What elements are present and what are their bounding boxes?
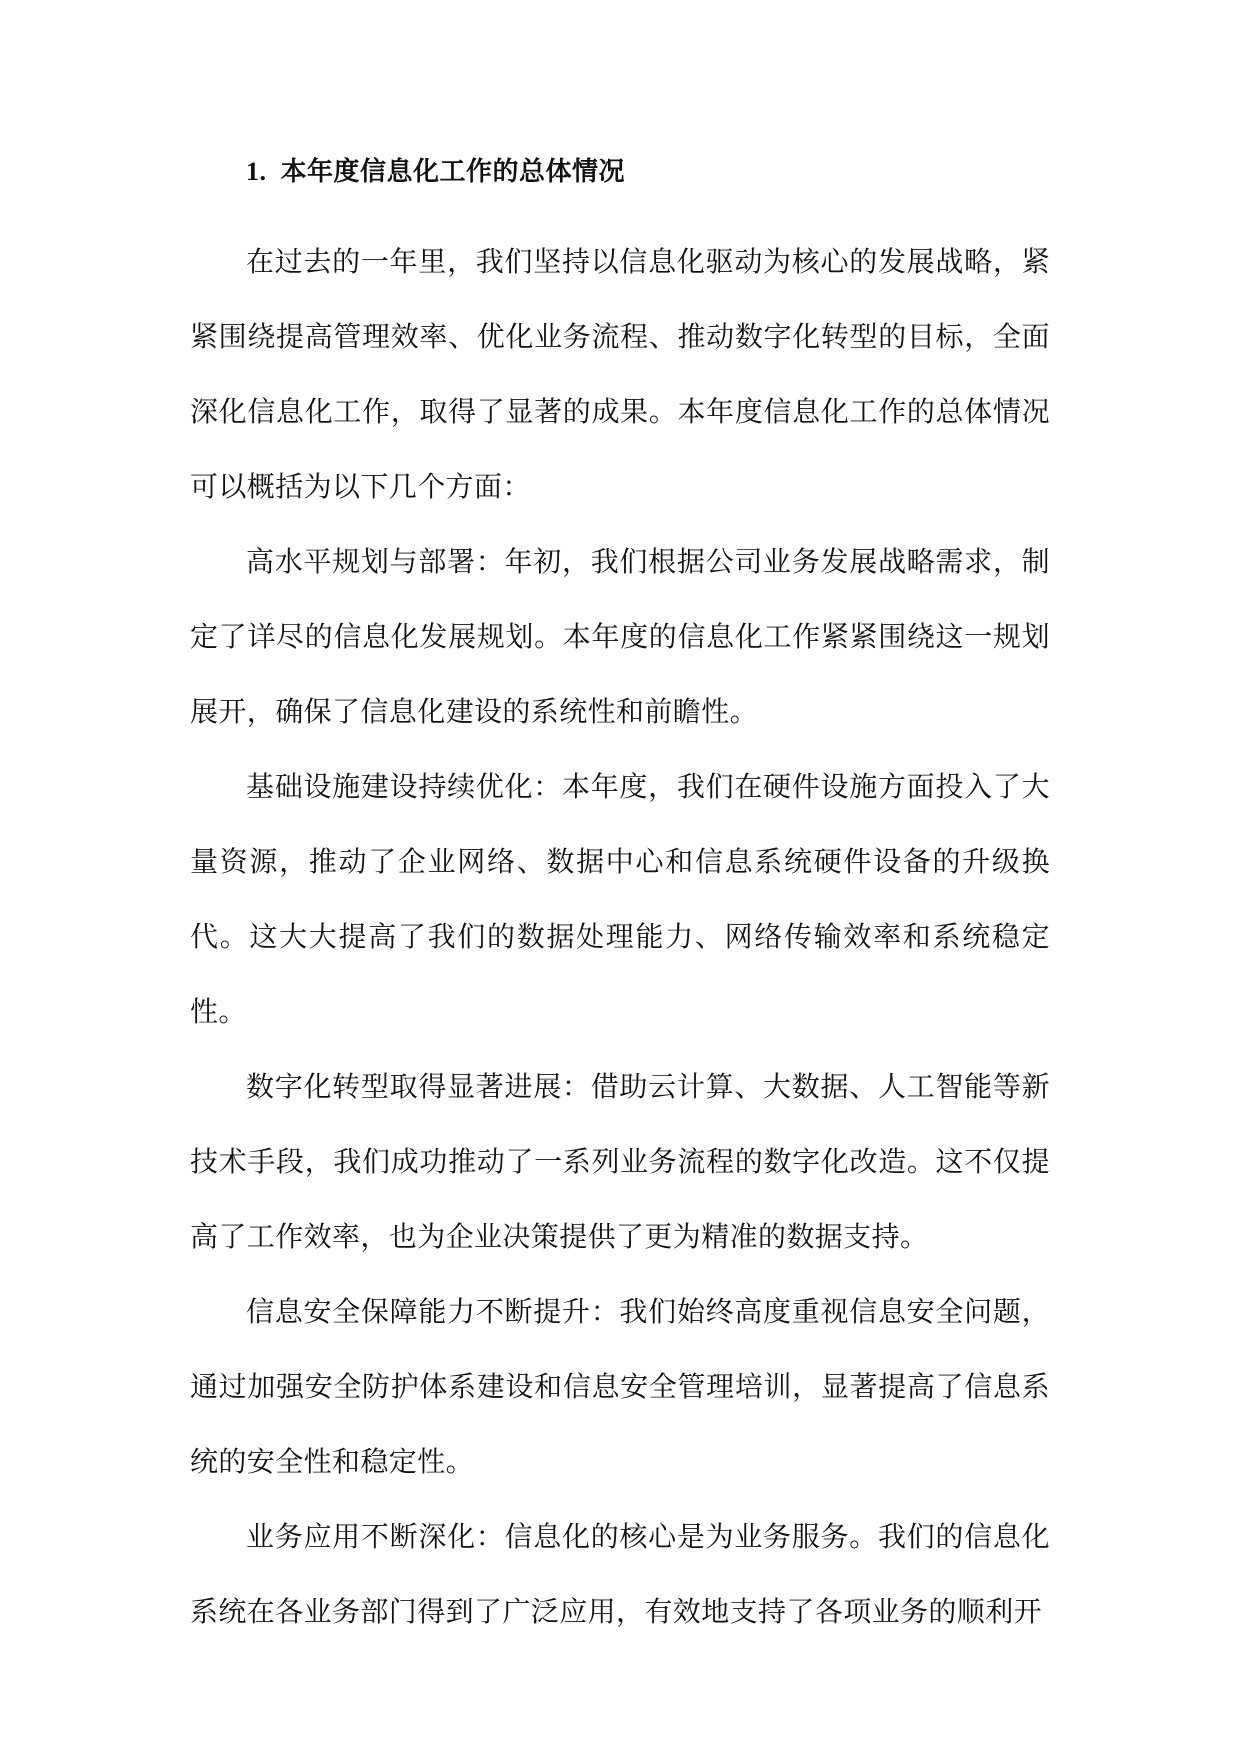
section-heading	[190, 150, 1050, 194]
paragraph-business-applications: 业务应用不断深化：信息化的核心是为业务服务。我们的信息化系统在各业务部门得到了广泛应用，有效地支持了各项业务的顺利开	[190, 1520, 1050, 1628]
paragraph-infrastructure: 基础设施建设持续优化：本年度，我们在硬件设施方面投入了大量资源，推动了企业网络、数据中心和信息系统硬件设备的升级换代。这大大提高了我们的数据处理能力、网络传输效率和系统稳定性。	[190, 770, 1050, 1028]
paragraph-overview: 在过去的一年里，我们坚持以信息化驱动为核心的发展战略，紧紧围绕提高管理效率、优化业务流程、推动数字化转型的目标，全面深化信息化工作，取得了显著的成果。本年度信息化工作的总体情况可以概括为以下几个方面：	[190, 245, 1050, 503]
section-number: 1.	[246, 157, 267, 186]
document-body	[190, 150, 1050, 1649]
paragraph-information-security: 信息安全保障能力不断提升：我们始终高度重视信息安全问题，通过加强安全防护体系建设和信息安全管理培训，显著提高了信息系统的安全性和稳定性。	[190, 1295, 1050, 1478]
paragraph-planning: 高水平规划与部署：年初，我们根据公司业务发展战略需求，制定了详尽的信息化发展规划。本年度的信息化工作紧紧围绕这一规划展开，确保了信息化建设的系统性和前瞻性。	[190, 545, 1050, 728]
paragraph-digital-transformation: 数字化转型取得显著进展：借助云计算、大数据、人工智能等新技术手段，我们成功推动了一系列业务流程的数字化改造。这不仅提高了工作效率，也为企业决策提供了更为精准的数据支持。	[190, 1070, 1050, 1253]
section-title: 本年度信息化工作的总体情况	[280, 157, 626, 187]
